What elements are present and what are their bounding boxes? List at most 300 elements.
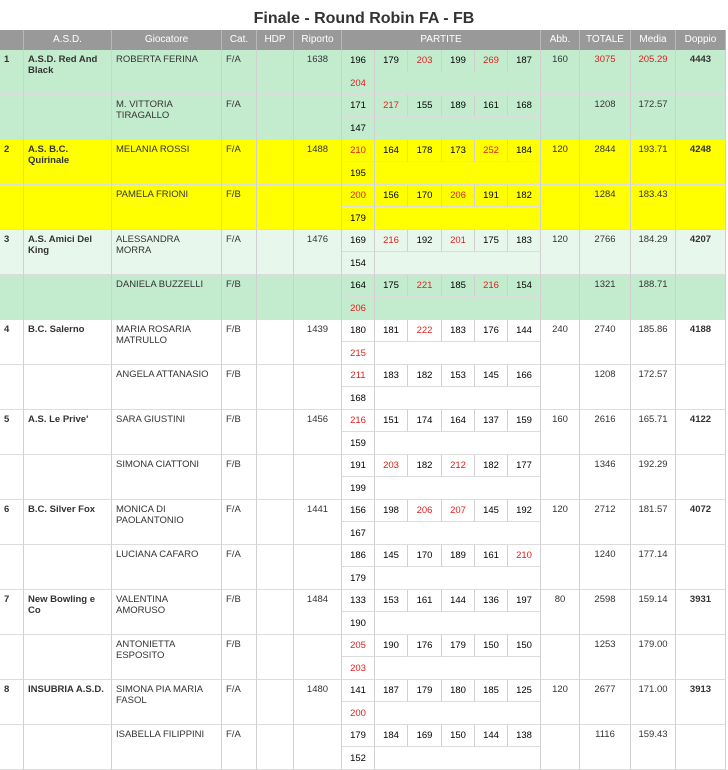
cell-abb (541, 95, 580, 140)
cell-doppio (676, 635, 726, 680)
game-score: 179 (375, 50, 408, 72)
cell-cat: F/B (222, 635, 257, 680)
game-score: 182 (408, 455, 442, 477)
cell-player-name: LUCIANA CAFARO (112, 545, 222, 590)
cell-media: 165.71 (631, 410, 676, 455)
cell-player-name: MELANIA ROSSI (112, 140, 222, 185)
cell-cat: F/A (222, 545, 257, 590)
cell-cat: F/B (222, 365, 257, 410)
cell-player-name: MONICA DI PAOLANTONIO (112, 500, 222, 545)
game-score: 183 (508, 230, 541, 252)
game-score: 147 (342, 117, 375, 140)
game-score: 137 (475, 410, 508, 432)
cell-media: 193.71 (631, 140, 676, 185)
cell-totale: 1208 (580, 365, 631, 410)
cell-cat: F/A (222, 50, 257, 95)
cell-doppio: 3931 (676, 590, 726, 635)
cell-abb (541, 185, 580, 230)
cell-pos (0, 545, 24, 590)
game-score: 150 (508, 635, 541, 657)
cell-pos (0, 275, 24, 320)
cell-hdp (257, 590, 294, 635)
cell-player-name: M. VITTORIA TIRAGALLO (112, 95, 222, 140)
header-abb[interactable]: Abb. (541, 30, 580, 50)
cell-media: 183.43 (631, 185, 676, 230)
cell-abb: 160 (541, 410, 580, 455)
cell-doppio (676, 545, 726, 590)
header-hdp[interactable]: HDP (257, 30, 294, 50)
header-riporto[interactable]: Riporto (294, 30, 342, 50)
header-partite[interactable]: PARTITE (342, 30, 541, 50)
cell-media: 159.43 (631, 725, 676, 770)
cell-totale: 2740 (580, 320, 631, 365)
cell-player-name: MARIA ROSARIA MATRULLO (112, 320, 222, 365)
cell-asd (24, 545, 112, 590)
games-filler (375, 72, 541, 95)
cell-media: 181.57 (631, 500, 676, 545)
games-filler (375, 162, 541, 185)
cell-abb: 120 (541, 680, 580, 725)
game-score: 175 (475, 230, 508, 252)
game-score: 170 (408, 185, 442, 207)
cell-pos: 8 (0, 680, 24, 725)
cell-riporto (294, 185, 342, 230)
cell-asd: B.C. Silver Fox (24, 500, 112, 545)
cell-totale: 2616 (580, 410, 631, 455)
header-asd[interactable]: A.S.D. (24, 30, 112, 50)
cell-riporto: 1456 (294, 410, 342, 455)
cell-riporto: 1638 (294, 50, 342, 95)
game-score: 197 (508, 590, 541, 612)
cell-abb: 240 (541, 320, 580, 365)
game-score: 252 (475, 140, 508, 162)
game-score: 201 (442, 230, 475, 252)
game-score: 153 (375, 590, 408, 612)
cell-player-name: ANGELA ATTANASIO (112, 365, 222, 410)
cell-asd: New Bowling e Co (24, 590, 112, 635)
cell-pos: 6 (0, 500, 24, 545)
cell-cat: F/B (222, 590, 257, 635)
cell-cat: F/B (222, 320, 257, 365)
cell-asd: INSUBRIA A.S.D. (24, 680, 112, 725)
game-score: 187 (375, 680, 408, 702)
game-score: 206 (442, 185, 475, 207)
cell-cat: F/A (222, 725, 257, 770)
header-cat[interactable]: Cat. (222, 30, 257, 50)
games-filler (375, 702, 541, 725)
cell-cat: F/B (222, 185, 257, 230)
header-media[interactable]: Media (631, 30, 676, 50)
cell-doppio: 4207 (676, 230, 726, 275)
game-score: 205 (342, 635, 375, 657)
games-filler (375, 567, 541, 590)
cell-totale: 2598 (580, 590, 631, 635)
cell-abb: 120 (541, 140, 580, 185)
cell-asd (24, 725, 112, 770)
cell-abb (541, 365, 580, 410)
games-filler (375, 747, 541, 770)
game-score: 156 (342, 500, 375, 522)
cell-riporto (294, 455, 342, 500)
game-score: 170 (408, 545, 442, 567)
cell-player-name: ROBERTA FERINA (112, 50, 222, 95)
game-score: 185 (475, 680, 508, 702)
cell-abb: 160 (541, 50, 580, 95)
cell-doppio: 4072 (676, 500, 726, 545)
cell-doppio: 4248 (676, 140, 726, 185)
cell-totale: 1116 (580, 725, 631, 770)
game-score: 145 (475, 500, 508, 522)
cell-abb (541, 455, 580, 500)
cell-media: 205.29 (631, 50, 676, 95)
cell-player-name: SIMONA CIATTONI (112, 455, 222, 500)
cell-asd: A.S. B.C. Quirinale (24, 140, 112, 185)
cell-doppio (676, 455, 726, 500)
game-score: 182 (475, 455, 508, 477)
game-score: 210 (342, 140, 375, 162)
cell-cat: F/B (222, 455, 257, 500)
games-filler (375, 387, 541, 410)
game-score: 191 (475, 185, 508, 207)
game-score: 186 (342, 545, 375, 567)
cell-doppio (676, 725, 726, 770)
game-score: 164 (442, 410, 475, 432)
game-score: 164 (375, 140, 408, 162)
game-score: 195 (342, 162, 375, 185)
cell-totale: 2712 (580, 500, 631, 545)
cell-media: 171.00 (631, 680, 676, 725)
cell-riporto (294, 725, 342, 770)
cell-totale: 3075 (580, 50, 631, 95)
cell-player-name: SARA GIUSTINI (112, 410, 222, 455)
game-score: 182 (408, 365, 442, 387)
game-score: 210 (508, 545, 541, 567)
game-score: 215 (342, 342, 375, 365)
game-score: 179 (442, 635, 475, 657)
cell-cat: F/A (222, 230, 257, 275)
games-filler (375, 657, 541, 680)
cell-riporto (294, 365, 342, 410)
cell-doppio (676, 365, 726, 410)
cell-totale: 1321 (580, 275, 631, 320)
games-filler (375, 207, 541, 230)
game-score: 161 (475, 545, 508, 567)
game-score: 217 (375, 95, 408, 117)
header-totale[interactable]: TOTALE (580, 30, 631, 50)
game-score: 156 (375, 185, 408, 207)
cell-pos (0, 455, 24, 500)
cell-totale: 1284 (580, 185, 631, 230)
game-score: 203 (408, 50, 442, 72)
cell-doppio (676, 275, 726, 320)
cell-cat: F/A (222, 140, 257, 185)
header-pos[interactable] (0, 30, 24, 50)
game-score: 171 (342, 95, 375, 117)
game-score: 184 (508, 140, 541, 162)
cell-totale: 2844 (580, 140, 631, 185)
cell-cat: F/A (222, 500, 257, 545)
game-score: 133 (342, 590, 375, 612)
game-score: 154 (342, 252, 375, 275)
cell-riporto: 1439 (294, 320, 342, 365)
game-score: 189 (442, 95, 475, 117)
games-filler (375, 297, 541, 320)
game-score: 192 (408, 230, 442, 252)
cell-hdp (257, 635, 294, 680)
game-score: 153 (442, 365, 475, 387)
game-score: 187 (508, 50, 541, 72)
game-score: 178 (408, 140, 442, 162)
game-score: 180 (342, 320, 375, 342)
cell-hdp (257, 95, 294, 140)
cell-doppio: 4122 (676, 410, 726, 455)
page-title: Finale - Round Robin FA - FB (253, 10, 475, 27)
cell-media: 185.86 (631, 320, 676, 365)
game-score: 168 (342, 387, 375, 410)
header-doppio[interactable]: Doppio (676, 30, 726, 50)
cell-player-name: ALESSANDRA MORRA (112, 230, 222, 275)
game-score: 183 (375, 365, 408, 387)
cell-pos (0, 95, 24, 140)
game-score: 179 (408, 680, 442, 702)
cell-totale: 1346 (580, 455, 631, 500)
game-score: 144 (442, 590, 475, 612)
game-score: 216 (475, 275, 508, 297)
cell-pos: 7 (0, 590, 24, 635)
games-filler (375, 432, 541, 455)
cell-riporto: 1484 (294, 590, 342, 635)
game-score: 159 (508, 410, 541, 432)
game-score: 211 (342, 365, 375, 387)
cell-media: 172.57 (631, 365, 676, 410)
cell-asd: B.C. Salerno (24, 320, 112, 365)
cell-media: 179.00 (631, 635, 676, 680)
game-score: 206 (408, 500, 442, 522)
game-score: 136 (475, 590, 508, 612)
cell-totale: 1240 (580, 545, 631, 590)
cell-player-name: DANIELA BUZZELLI (112, 275, 222, 320)
game-score: 191 (342, 455, 375, 477)
cell-totale: 1253 (580, 635, 631, 680)
cell-media: 188.71 (631, 275, 676, 320)
game-score: 152 (342, 747, 375, 770)
cell-doppio: 4188 (676, 320, 726, 365)
cell-totale: 2766 (580, 230, 631, 275)
game-score: 199 (342, 477, 375, 500)
game-score: 166 (508, 365, 541, 387)
game-score: 200 (342, 702, 375, 725)
cell-asd (24, 95, 112, 140)
game-score: 174 (408, 410, 442, 432)
games-filler (375, 117, 541, 140)
game-score: 164 (342, 275, 375, 297)
cell-pos: 5 (0, 410, 24, 455)
game-score: 203 (342, 657, 375, 680)
cell-abb: 80 (541, 590, 580, 635)
cell-media: 177.14 (631, 545, 676, 590)
cell-media: 184.29 (631, 230, 676, 275)
cell-totale: 1208 (580, 95, 631, 140)
cell-asd (24, 365, 112, 410)
game-score: 269 (475, 50, 508, 72)
cell-cat: F/A (222, 680, 257, 725)
game-score: 151 (375, 410, 408, 432)
game-score: 169 (408, 725, 442, 747)
cell-hdp (257, 140, 294, 185)
game-score: 161 (475, 95, 508, 117)
game-score: 207 (442, 500, 475, 522)
cell-riporto (294, 95, 342, 140)
cell-abb (541, 725, 580, 770)
game-score: 173 (442, 140, 475, 162)
game-score: 141 (342, 680, 375, 702)
game-score: 184 (375, 725, 408, 747)
cell-riporto (294, 635, 342, 680)
games-filler (375, 612, 541, 635)
game-score: 190 (342, 612, 375, 635)
game-score: 203 (375, 455, 408, 477)
cell-abb: 120 (541, 500, 580, 545)
game-score: 176 (475, 320, 508, 342)
cell-riporto: 1476 (294, 230, 342, 275)
cell-totale: 2677 (580, 680, 631, 725)
cell-doppio: 4443 (676, 50, 726, 95)
cell-abb (541, 275, 580, 320)
games-filler (375, 252, 541, 275)
cell-abb: 120 (541, 230, 580, 275)
game-score: 144 (475, 725, 508, 747)
cell-hdp (257, 410, 294, 455)
cell-player-name: ISABELLA FILIPPINI (112, 725, 222, 770)
games-filler (375, 477, 541, 500)
cell-pos (0, 365, 24, 410)
cell-pos (0, 635, 24, 680)
game-score: 125 (508, 680, 541, 702)
game-score: 161 (408, 590, 442, 612)
cell-riporto: 1441 (294, 500, 342, 545)
game-score: 169 (342, 230, 375, 252)
cell-asd: A.S. Amici Del King (24, 230, 112, 275)
game-score: 175 (375, 275, 408, 297)
cell-hdp (257, 455, 294, 500)
cell-doppio: 3913 (676, 680, 726, 725)
game-score: 190 (375, 635, 408, 657)
game-score: 176 (408, 635, 442, 657)
cell-hdp (257, 680, 294, 725)
game-score: 212 (442, 455, 475, 477)
header-giocatore[interactable]: Giocatore (112, 30, 222, 50)
game-score: 192 (508, 500, 541, 522)
cell-asd (24, 185, 112, 230)
cell-doppio (676, 185, 726, 230)
cell-media: 159.14 (631, 590, 676, 635)
cell-pos: 2 (0, 140, 24, 185)
game-score: 185 (442, 275, 475, 297)
cell-asd: A.S. Le Prive' (24, 410, 112, 455)
game-score: 145 (375, 545, 408, 567)
games-filler (375, 522, 541, 545)
game-score: 182 (508, 185, 541, 207)
cell-abb (541, 635, 580, 680)
game-score: 222 (408, 320, 442, 342)
cell-abb (541, 545, 580, 590)
cell-riporto (294, 275, 342, 320)
game-score: 177 (508, 455, 541, 477)
cell-cat: F/A (222, 95, 257, 140)
cell-hdp (257, 545, 294, 590)
cell-media: 192.29 (631, 455, 676, 500)
game-score: 189 (442, 545, 475, 567)
cell-pos (0, 725, 24, 770)
cell-doppio (676, 95, 726, 140)
cell-asd (24, 275, 112, 320)
game-score: 155 (408, 95, 442, 117)
game-score: 181 (375, 320, 408, 342)
cell-hdp (257, 230, 294, 275)
cell-hdp (257, 725, 294, 770)
game-score: 138 (508, 725, 541, 747)
cell-hdp (257, 320, 294, 365)
game-score: 150 (442, 725, 475, 747)
cell-player-name: ANTONIETTA ESPOSITO (112, 635, 222, 680)
cell-hdp (257, 185, 294, 230)
game-score: 150 (475, 635, 508, 657)
cell-riporto: 1480 (294, 680, 342, 725)
cell-pos: 3 (0, 230, 24, 275)
cell-hdp (257, 275, 294, 320)
cell-asd (24, 635, 112, 680)
game-score: 168 (508, 95, 541, 117)
cell-cat: F/B (222, 275, 257, 320)
game-score: 198 (375, 500, 408, 522)
game-score: 206 (342, 297, 375, 320)
cell-asd: A.S.D. Red And Black (24, 50, 112, 95)
cell-riporto: 1488 (294, 140, 342, 185)
cell-riporto (294, 545, 342, 590)
game-score: 221 (408, 275, 442, 297)
cell-player-name: PAMELA FRIONI (112, 185, 222, 230)
cell-pos (0, 185, 24, 230)
cell-hdp (257, 50, 294, 95)
game-score: 216 (342, 410, 375, 432)
game-score: 179 (342, 567, 375, 590)
game-score: 200 (342, 185, 375, 207)
game-score: 183 (442, 320, 475, 342)
cell-media: 172.57 (631, 95, 676, 140)
cell-hdp (257, 365, 294, 410)
game-score: 159 (342, 432, 375, 455)
game-score: 204 (342, 72, 375, 95)
cell-asd (24, 455, 112, 500)
game-score: 179 (342, 725, 375, 747)
game-score: 145 (475, 365, 508, 387)
games-filler (375, 342, 541, 365)
game-score: 179 (342, 207, 375, 230)
game-score: 180 (442, 680, 475, 702)
cell-cat: F/B (222, 410, 257, 455)
game-score: 167 (342, 522, 375, 545)
game-score: 144 (508, 320, 541, 342)
cell-pos: 4 (0, 320, 24, 365)
game-score: 196 (342, 50, 375, 72)
cell-player-name: SIMONA PIA MARIA FASOL (112, 680, 222, 725)
cell-pos: 1 (0, 50, 24, 95)
cell-player-name: VALENTINA AMORUSO (112, 590, 222, 635)
game-score: 154 (508, 275, 541, 297)
game-score: 216 (375, 230, 408, 252)
cell-hdp (257, 500, 294, 545)
game-score: 199 (442, 50, 475, 72)
